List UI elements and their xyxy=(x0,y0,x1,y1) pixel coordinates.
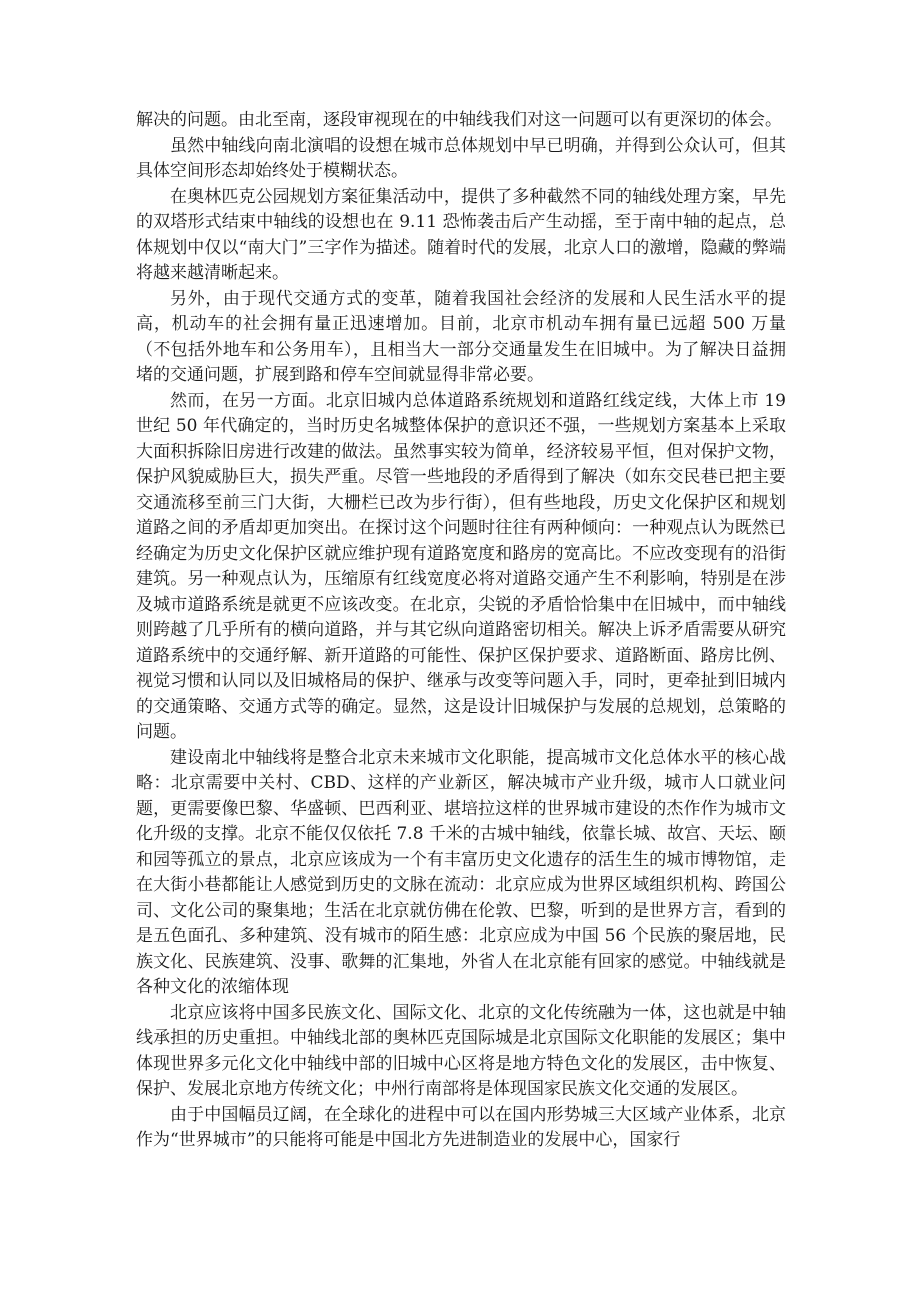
paragraph-8: 由于中国幅员辽阔，在全球化的进程中可以在国内形势城三大区域产业体系，北京作为“世界城市”的只能将可能是中国北方先进制造业的发展中心，国家行 xyxy=(136,1104,786,1150)
paragraph-7: 北京应该将中国多民族文化、国际文化、北京的文化传统融为一体，这也就是中轴线承担的历史重担。中轴线北部的奥林匹克国际城是北京国际文化职能的发展区；集中体现世界多元化文化中轴线中部的旧城中心区将是地方特色文化的发展区，击中恢复、保护、发展北京地方传统文化；中州行南部将是体现国家民族文化交通的发展区。 xyxy=(136,1002,786,1099)
document-body xyxy=(136,108,786,1154)
paragraph-1: 解决的问题。由北至南，逐段审视现在的中轴线我们对这一问题可以有更深切的体会。 xyxy=(136,110,782,130)
paragraph-4: 另外，由于现代交通方式的变革，随着我国社会经济的发展和人民生活水平的提高，机动车的社会拥有量正迅速增加。目前，北京市机动车拥有量已远超 500 万量（不包括外地车和公务用车），且相当大一部分交通量发生在旧城中。为了解决日益拥堵的交通问题，扩展到路和停车空间就显得非常必要。 xyxy=(136,288,786,385)
paragraph-3: 在奥林匹克公园规划方案征集活动中，提供了多种截然不同的轴线处理方案，早先的双塔形式结束中轴线的设想也在 9.11 恐怖袭击后产生动摇，至于南中轴的起点，总体规划中仅以“南大门”三字作为描述。随着时代的发展，北京人口的激增，隐藏的弊端将越来越清晰起来。 xyxy=(136,186,786,283)
paragraph-5: 然而，在另一方面。北京旧城内总体道路系统规划和道路红线定线，大体上市 19 世纪 50 年代确定的，当时历史名城整体保护的意识还不强，一些规划方案基本上采取大面积拆除旧房进行改建的做法。虽然事实较为简单，经济较易平恒，但对保护文物，保护风貌威胁巨大，损失严重。尽管一些地段的矛盾得到了解决（如东交民巷已把主要交通流移至前三门大街，大栅栏已改为步行街），但有些地段，历史文化保护区和规划道路之间的矛盾却更加突出。在探讨这个问题时往往有两种倾向：一种观点认为既然已经确定为历史文化保护区就应维护现有道路宽度和路房的宽高比。不应改变现有的沿街建筑。另一种观点认为，压缩原有红线宽度必将对道路交通产生不利影响，特别是在涉及城市道路系统是就更不应该改变。在北京，尖锐的矛盾恰恰集中在旧城中，而中轴线则跨越了几乎所有的横向道路，并与其它纵向道路密切相关。解决上诉矛盾需要从研究道路系统中的交通纾解、新开道路的可能性、保护区保护要求、道路断面、路房比例、视觉习惯和认同以及旧城格局的保护、继承与改变等问题入手，同时，更牵扯到旧城内的交通策略、交通方式等的确定。显然，这是设计旧城保护与发展的总规划，总策略的问题。 xyxy=(136,390,786,742)
paragraph-2: 虽然中轴线向南北演唱的设想在城市总体规划中早已明确，并得到公众认可，但其具体空间形态却始终处于模糊状态。 xyxy=(136,135,786,181)
paragraph-6: 建设南北中轴线将是整合北京未来城市文化职能，提高城市文化总体水平的核心战略：北京需要中关村、CBD、这样的产业新区，解决城市产业升级，城市人口就业问题，更需要像巴黎、华盛顿、巴西利亚、堪培拉这样的世界城市建设的杰作作为城市文化升级的支撑。北京不能仅仅依托 7.8 千米的古城中轴线，依靠长城、故宫、天坛、颐和园等孤立的景点，北京应该成为一个有丰富历史文化遗存的活生生的城市博物馆，走在大街小巷都能让人感觉到历史的文脉在流动：北京应成为世界区域组织机构、跨国公司、文化公司的聚集地；生活在北京就仿佛在伦敦、巴黎，听到的是世界方言，看到的是五色面孔、多种建筑、没有城市的陌生感：北京应成为中国 56 个民族的聚居地，民族文化、民族建筑、没事、歌舞的汇集地，外省人在北京能有回家的感觉。中轴线就是各种文化的浓缩体现 xyxy=(136,747,786,997)
